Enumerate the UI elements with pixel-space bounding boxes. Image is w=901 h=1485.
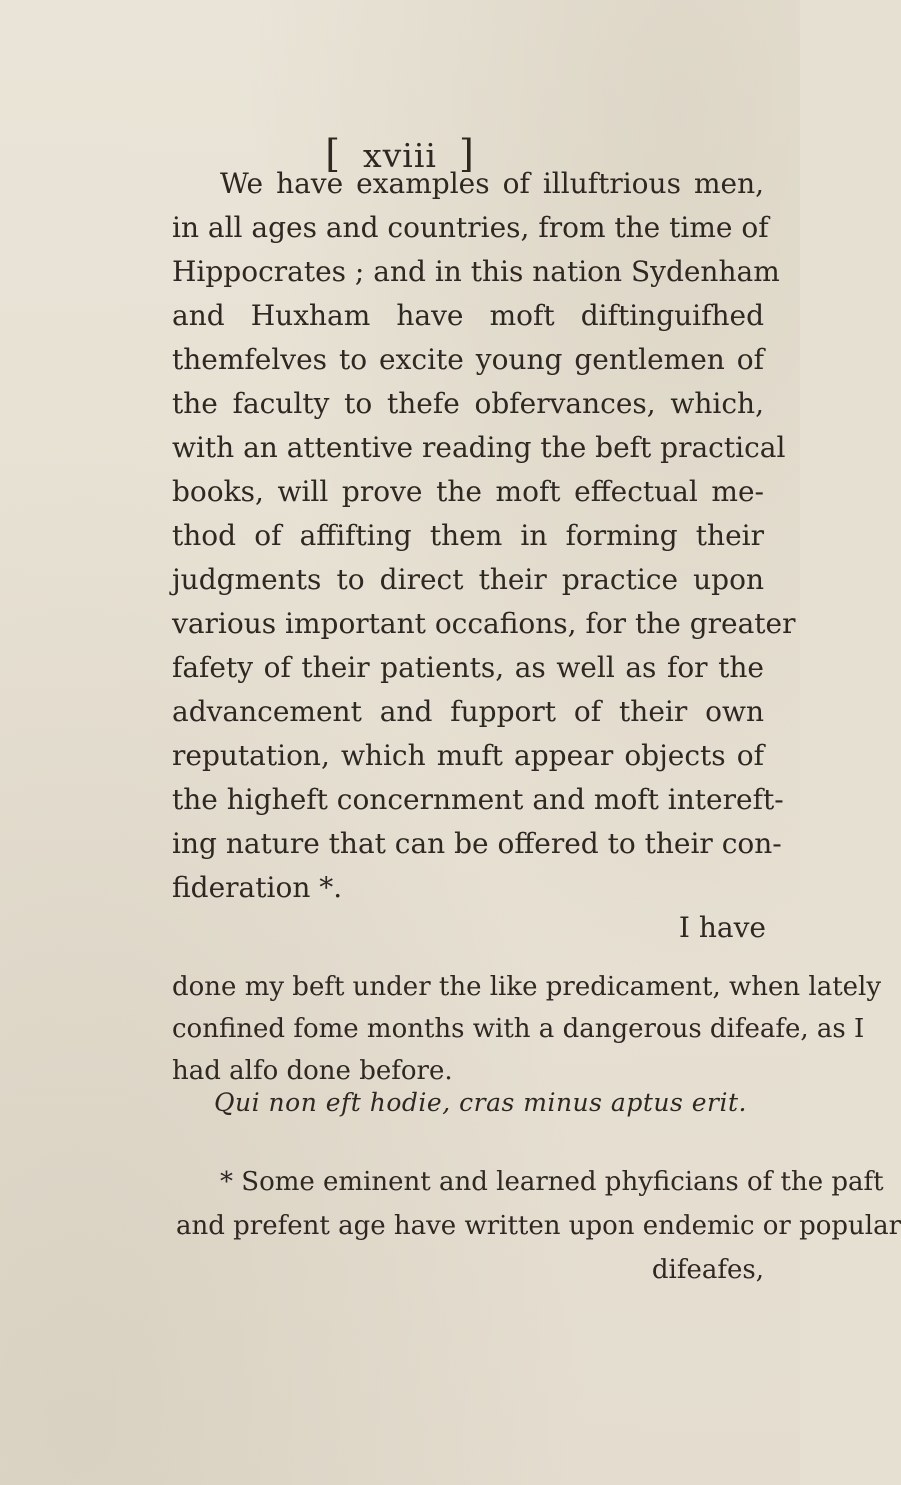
text-line: ing nature that can be offered to their con- (172, 827, 782, 860)
header-bracket-left: [ (325, 132, 342, 176)
catchword: I have (678, 911, 766, 944)
text-line: done my beft under the like predicament, when lately (172, 972, 882, 1002)
page-number: xviii (363, 136, 437, 175)
latin-quote: Qui non eft hodie, cras minus aptus erit. (214, 1088, 747, 1117)
text-line: in all ages and countries, from the time of (172, 211, 769, 244)
text-line: the higheft concernment and moft intereft- (172, 783, 784, 816)
text-line: confined fome months with a dangerous difeafe, as I (172, 1014, 865, 1044)
text-line: advancement and fupport of their own (172, 695, 764, 728)
footnote (176, 1160, 901, 1292)
main-paragraph (172, 162, 796, 910)
footnote-line: * Some eminent and learned phyficians of the paft (220, 1167, 884, 1197)
text-line: thod of affifting them in forming their (172, 519, 764, 552)
footnote-line: difeafes, (651, 1255, 764, 1285)
header-bracket-right: ] (458, 132, 475, 176)
text-line: various important occafions, for the greater (172, 607, 796, 640)
text-line: with an attentive reading the beft practical (172, 431, 786, 464)
text-line: fideration *. (172, 871, 343, 904)
text-line: had alfo done before. (172, 1056, 453, 1086)
text-line: reputation, which muft appear objects of (172, 739, 764, 772)
text-line: books, will prove the moft effectual me- (172, 475, 764, 508)
text-line: We have examples of illuftrious men, (220, 167, 764, 200)
text-line: judgments to direct their practice upon (172, 563, 764, 596)
text-line: the faculty to thefe obfervances, which, (172, 387, 764, 420)
text-line: and Huxham have moft diftinguifhed (172, 299, 764, 332)
text-line: fafety of their patients, as well as for the (172, 651, 764, 684)
text-line: Hippocrates ; and in this nation Sydenham (172, 255, 780, 288)
continuation-paragraph (172, 966, 882, 1092)
footnote-line: and prefent age have written upon endemic or popular (176, 1211, 901, 1241)
text-line: themfelves to excite young gentlemen of (172, 343, 764, 376)
